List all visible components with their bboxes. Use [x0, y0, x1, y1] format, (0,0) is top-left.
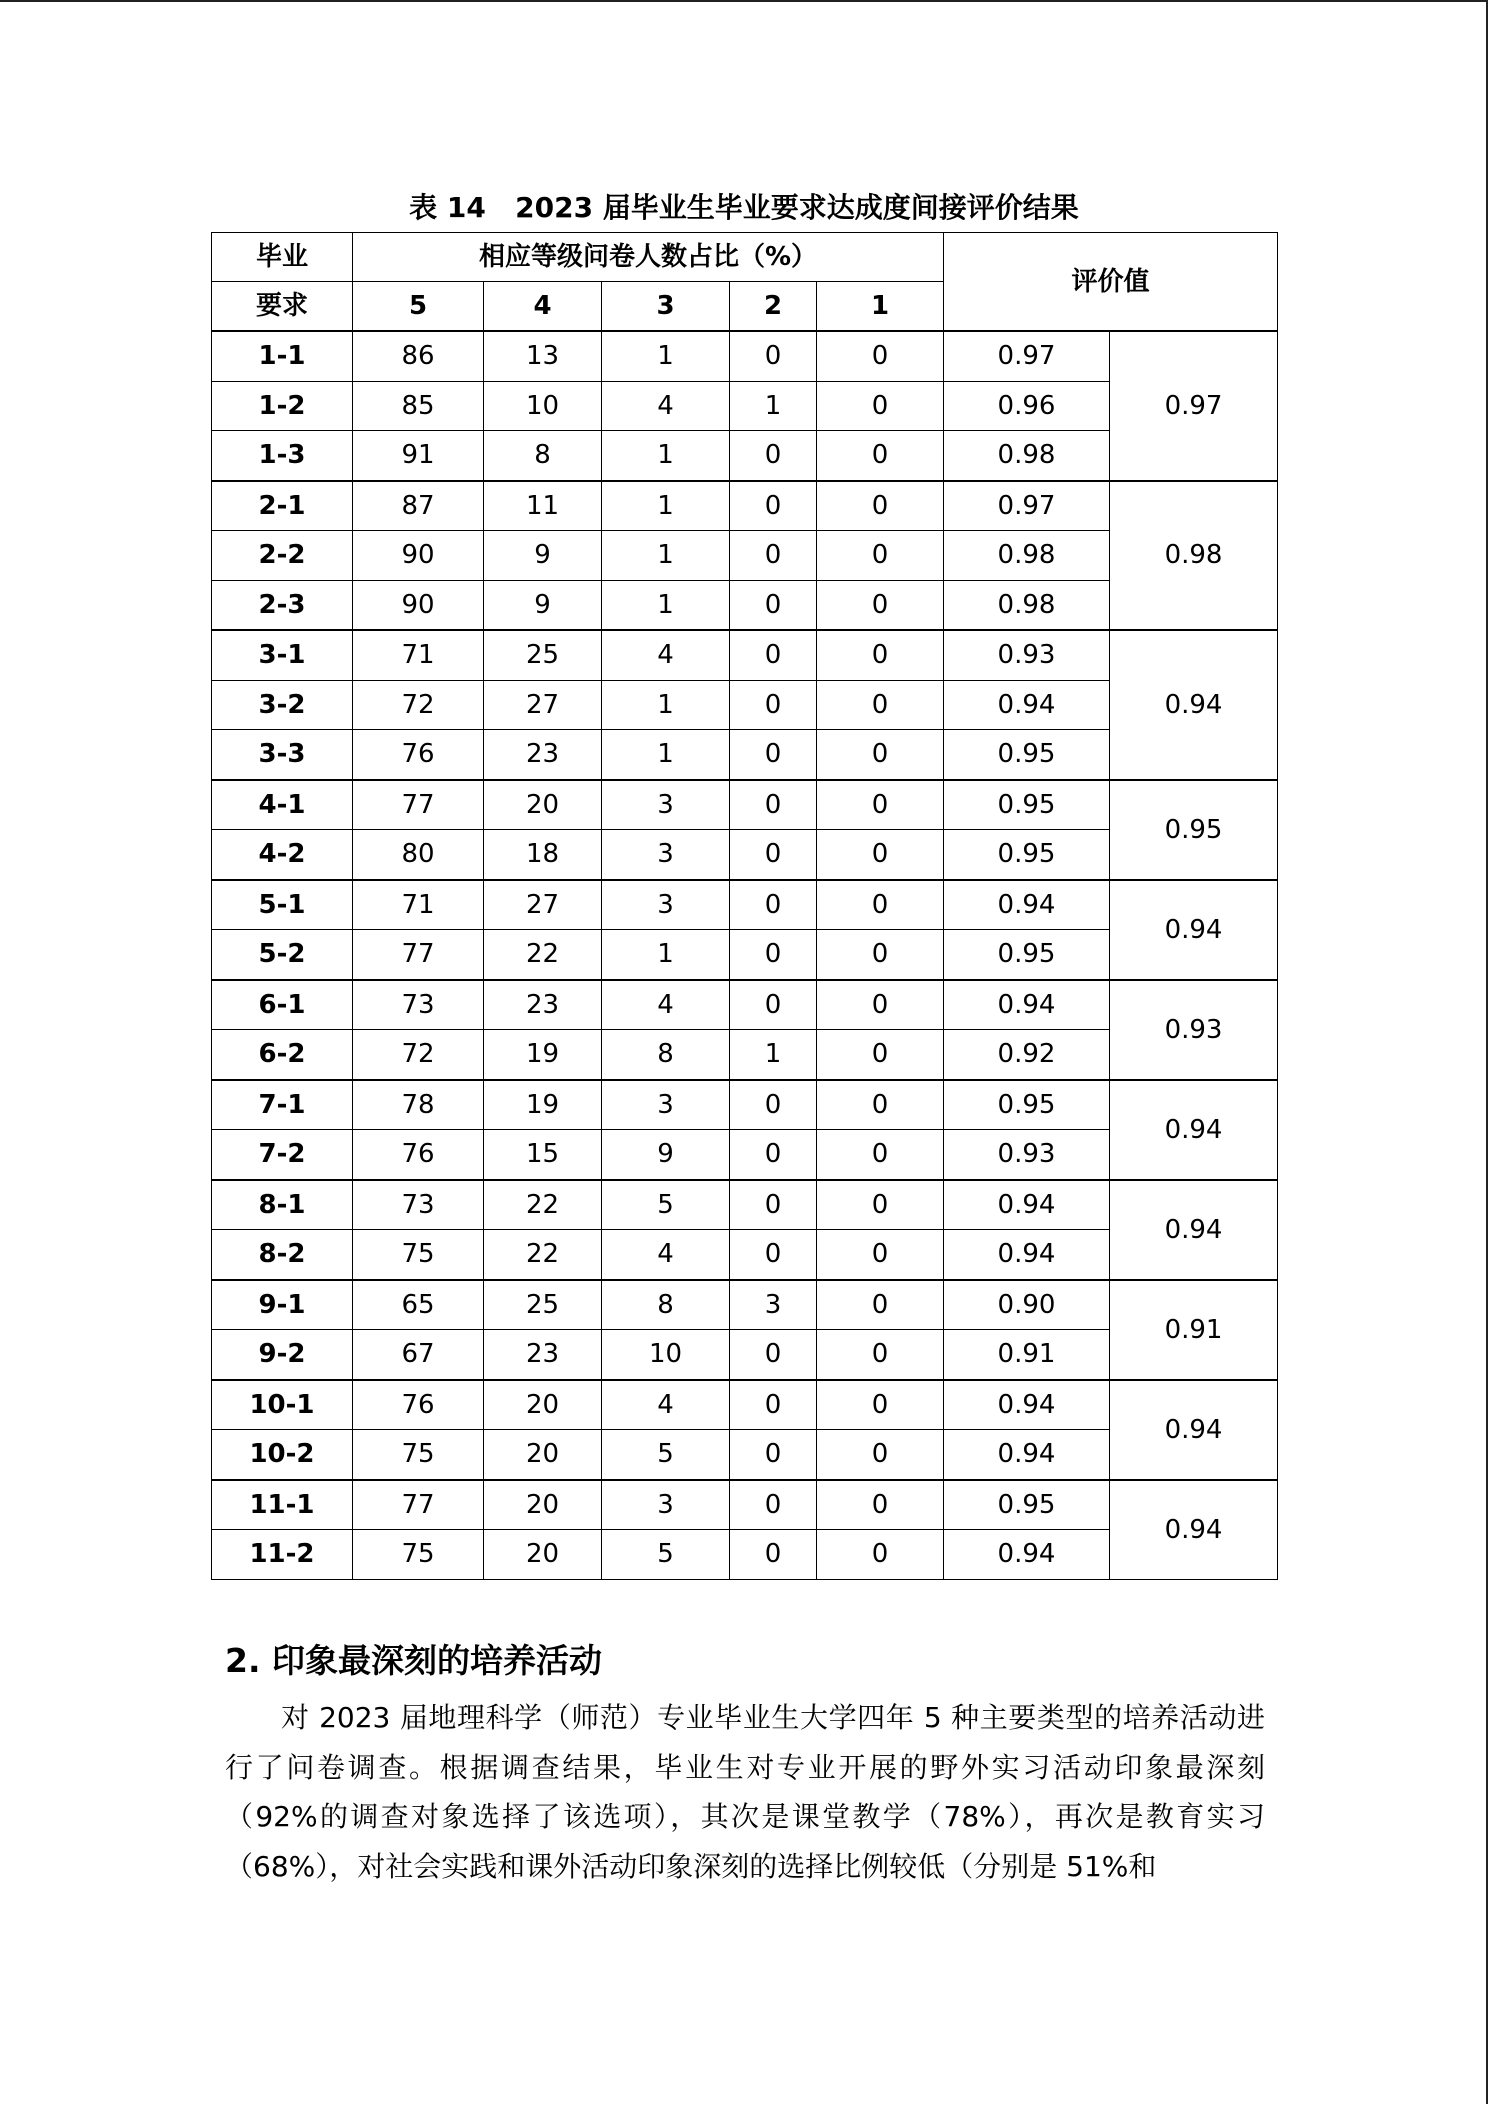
level-4-cell: 10	[484, 381, 602, 431]
value-cell: 0.97	[944, 481, 1110, 531]
table-row	[212, 1480, 1278, 1530]
level-5-cell: 90	[353, 531, 484, 581]
level-2-cell: 1	[730, 381, 817, 431]
level-2-cell: 0	[730, 1130, 817, 1180]
value-cell: 0.95	[944, 780, 1110, 830]
level-4-cell: 22	[484, 1180, 602, 1230]
level-3-cell: 5	[602, 1530, 730, 1580]
value-cell: 0.94	[944, 1430, 1110, 1480]
level-3-cell: 8	[602, 1280, 730, 1330]
level-4-cell: 11	[484, 481, 602, 531]
level-3-cell: 5	[602, 1430, 730, 1480]
level-1-cell: 0	[817, 1080, 944, 1130]
group-value-cell: 0.93	[1110, 980, 1278, 1080]
group-value-cell: 0.94	[1110, 1380, 1278, 1480]
level-4-cell: 20	[484, 1530, 602, 1580]
requirement-cell: 5-1	[212, 880, 353, 930]
level-3-cell: 1	[602, 331, 730, 381]
requirement-cell: 2-1	[212, 481, 353, 531]
value-cell: 0.94	[944, 680, 1110, 730]
requirement-cell: 5-2	[212, 930, 353, 980]
value-cell: 0.94	[944, 1180, 1110, 1230]
level-2-cell: 0	[730, 1330, 817, 1380]
requirement-cell: 10-1	[212, 1380, 353, 1430]
level-3-cell: 10	[602, 1330, 730, 1380]
level-3-cell: 5	[602, 1180, 730, 1230]
requirement-cell: 3-3	[212, 730, 353, 780]
level-5-cell: 65	[353, 1280, 484, 1330]
level-5-cell: 75	[353, 1530, 484, 1580]
header-evaluation: 评价值	[944, 233, 1278, 332]
level-3-cell: 1	[602, 431, 730, 481]
requirement-cell: 11-1	[212, 1480, 353, 1530]
level-4-cell: 15	[484, 1130, 602, 1180]
level-2-cell: 0	[730, 481, 817, 531]
level-5-cell: 77	[353, 1480, 484, 1530]
value-cell: 0.95	[944, 930, 1110, 980]
level-5-cell: 76	[353, 730, 484, 780]
requirement-cell: 6-1	[212, 980, 353, 1030]
requirement-cell: 7-1	[212, 1080, 353, 1130]
table-row	[212, 1180, 1278, 1230]
header-ratio-group: 相应等级问卷人数占比（%）	[353, 233, 944, 282]
level-1-cell: 0	[817, 630, 944, 680]
level-3-cell: 8	[602, 1030, 730, 1080]
value-cell: 0.90	[944, 1280, 1110, 1330]
header-level-2: 2	[730, 282, 817, 332]
level-2-cell: 0	[730, 1480, 817, 1530]
level-4-cell: 9	[484, 580, 602, 630]
page-edge-top	[0, 0, 1488, 2]
level-1-cell: 0	[817, 1530, 944, 1580]
requirement-cell: 3-2	[212, 680, 353, 730]
level-5-cell: 75	[353, 1230, 484, 1280]
level-1-cell: 0	[817, 1130, 944, 1180]
value-cell: 0.94	[944, 880, 1110, 930]
level-3-cell: 4	[602, 980, 730, 1030]
level-1-cell: 0	[817, 1330, 944, 1380]
level-1-cell: 0	[817, 580, 944, 630]
level-4-cell: 20	[484, 1480, 602, 1530]
level-4-cell: 23	[484, 980, 602, 1030]
level-2-cell: 0	[730, 780, 817, 830]
level-5-cell: 73	[353, 1180, 484, 1230]
level-3-cell: 4	[602, 1380, 730, 1430]
table-row	[212, 481, 1278, 531]
level-1-cell: 0	[817, 1230, 944, 1280]
level-5-cell: 77	[353, 780, 484, 830]
level-4-cell: 27	[484, 680, 602, 730]
level-1-cell: 0	[817, 930, 944, 980]
value-cell: 0.94	[944, 1230, 1110, 1280]
value-cell: 0.94	[944, 980, 1110, 1030]
level-1-cell: 0	[817, 481, 944, 531]
level-4-cell: 23	[484, 730, 602, 780]
level-5-cell: 73	[353, 980, 484, 1030]
level-3-cell: 9	[602, 1130, 730, 1180]
section-heading: 2. 印象最深刻的培养活动	[225, 1641, 602, 1680]
level-5-cell: 76	[353, 1380, 484, 1430]
level-1-cell: 0	[817, 1380, 944, 1430]
level-2-cell: 0	[730, 830, 817, 880]
level-2-cell: 0	[730, 331, 817, 381]
level-1-cell: 0	[817, 381, 944, 431]
level-5-cell: 76	[353, 1130, 484, 1180]
value-cell: 0.98	[944, 431, 1110, 481]
level-3-cell: 1	[602, 930, 730, 980]
level-2-cell: 0	[730, 1180, 817, 1230]
level-2-cell: 0	[730, 580, 817, 630]
requirement-cell: 2-2	[212, 531, 353, 581]
table-row	[212, 1080, 1278, 1130]
evaluation-table	[211, 232, 1278, 1580]
level-4-cell: 8	[484, 431, 602, 481]
requirement-cell: 1-3	[212, 431, 353, 481]
group-value-cell: 0.94	[1110, 630, 1278, 780]
level-4-cell: 20	[484, 1380, 602, 1430]
requirement-cell: 8-2	[212, 1230, 353, 1280]
level-2-cell: 0	[730, 680, 817, 730]
level-3-cell: 1	[602, 481, 730, 531]
level-4-cell: 18	[484, 830, 602, 880]
level-5-cell: 87	[353, 481, 484, 531]
level-1-cell: 0	[817, 1480, 944, 1530]
level-1-cell: 0	[817, 980, 944, 1030]
level-3-cell: 3	[602, 830, 730, 880]
level-1-cell: 0	[817, 1030, 944, 1080]
header-requirement-line2: 要求	[212, 282, 353, 332]
value-cell: 0.91	[944, 1330, 1110, 1380]
level-4-cell: 19	[484, 1080, 602, 1130]
value-cell: 0.95	[944, 730, 1110, 780]
requirement-cell: 7-2	[212, 1130, 353, 1180]
value-cell: 0.95	[944, 830, 1110, 880]
level-1-cell: 0	[817, 880, 944, 930]
level-5-cell: 67	[353, 1330, 484, 1380]
level-3-cell: 1	[602, 580, 730, 630]
level-1-cell: 0	[817, 431, 944, 481]
level-3-cell: 4	[602, 630, 730, 680]
value-cell: 0.93	[944, 630, 1110, 680]
level-2-cell: 0	[730, 1430, 817, 1480]
level-3-cell: 4	[602, 381, 730, 431]
value-cell: 0.93	[944, 1130, 1110, 1180]
level-4-cell: 22	[484, 930, 602, 980]
value-cell: 0.97	[944, 331, 1110, 381]
requirement-cell: 4-2	[212, 830, 353, 880]
level-1-cell: 0	[817, 1280, 944, 1330]
level-2-cell: 0	[730, 431, 817, 481]
value-cell: 0.95	[944, 1480, 1110, 1530]
level-5-cell: 77	[353, 930, 484, 980]
level-5-cell: 75	[353, 1430, 484, 1480]
table-row	[212, 1280, 1278, 1330]
level-5-cell: 80	[353, 830, 484, 880]
header-requirement-line1: 毕业	[212, 233, 353, 282]
level-5-cell: 71	[353, 630, 484, 680]
level-5-cell: 86	[353, 331, 484, 381]
value-cell: 0.98	[944, 531, 1110, 581]
level-4-cell: 25	[484, 630, 602, 680]
level-2-cell: 0	[730, 880, 817, 930]
table-row	[212, 630, 1278, 680]
level-1-cell: 0	[817, 531, 944, 581]
header-level-3: 3	[602, 282, 730, 332]
level-4-cell: 20	[484, 780, 602, 830]
requirement-cell: 6-2	[212, 1030, 353, 1080]
level-5-cell: 78	[353, 1080, 484, 1130]
level-1-cell: 0	[817, 730, 944, 780]
requirement-cell: 1-2	[212, 381, 353, 431]
table-row	[212, 880, 1278, 930]
section-paragraph: 对 2023 届地理科学（师范）专业毕业生大学四年 5 种主要类型的培养活动进行了问卷调查。根据调查结果，毕业生对专业开展的野外实习活动印象最深刻（92%的调查对象选择了该选项），其次是课堂教学（78%），再次是教育实习（68%），对社会实践和课外活动印象深刻的选择比例较低（分别是 51%和	[225, 1701, 1265, 1883]
value-cell: 0.98	[944, 580, 1110, 630]
value-cell: 0.94	[944, 1530, 1110, 1580]
level-1-cell: 0	[817, 1180, 944, 1230]
table-row	[212, 1380, 1278, 1430]
level-5-cell: 72	[353, 680, 484, 730]
level-4-cell: 22	[484, 1230, 602, 1280]
table-caption: 表 14 2023 届毕业生毕业要求达成度间接评价结果	[409, 191, 1079, 224]
table-row	[212, 331, 1278, 381]
level-5-cell: 71	[353, 880, 484, 930]
level-1-cell: 0	[817, 680, 944, 730]
level-3-cell: 3	[602, 880, 730, 930]
level-1-cell: 0	[817, 780, 944, 830]
requirement-cell: 8-1	[212, 1180, 353, 1230]
level-2-cell: 1	[730, 1030, 817, 1080]
level-2-cell: 0	[730, 531, 817, 581]
level-5-cell: 91	[353, 431, 484, 481]
level-4-cell: 19	[484, 1030, 602, 1080]
level-1-cell: 0	[817, 830, 944, 880]
level-2-cell: 0	[730, 980, 817, 1030]
header-level-1: 1	[817, 282, 944, 332]
level-3-cell: 1	[602, 531, 730, 581]
requirement-cell: 2-3	[212, 580, 353, 630]
level-5-cell: 72	[353, 1030, 484, 1080]
level-2-cell: 0	[730, 1230, 817, 1280]
group-value-cell: 0.91	[1110, 1280, 1278, 1380]
value-cell: 0.94	[944, 1380, 1110, 1430]
requirement-cell: 11-2	[212, 1530, 353, 1580]
value-cell: 0.95	[944, 1080, 1110, 1130]
group-value-cell: 0.98	[1110, 481, 1278, 631]
table-row	[212, 780, 1278, 830]
level-4-cell: 25	[484, 1280, 602, 1330]
level-2-cell: 0	[730, 1530, 817, 1580]
header-level-5: 5	[353, 282, 484, 332]
requirement-cell: 10-2	[212, 1430, 353, 1480]
group-value-cell: 0.95	[1110, 780, 1278, 880]
requirement-cell: 4-1	[212, 780, 353, 830]
value-cell: 0.96	[944, 381, 1110, 431]
level-4-cell: 20	[484, 1430, 602, 1480]
group-value-cell: 0.94	[1110, 1180, 1278, 1280]
level-5-cell: 90	[353, 580, 484, 630]
header-level-4: 4	[484, 282, 602, 332]
requirement-cell: 3-1	[212, 630, 353, 680]
level-2-cell: 0	[730, 930, 817, 980]
requirement-cell: 9-2	[212, 1330, 353, 1380]
level-3-cell: 1	[602, 680, 730, 730]
level-4-cell: 9	[484, 531, 602, 581]
level-4-cell: 27	[484, 880, 602, 930]
level-2-cell: 3	[730, 1280, 817, 1330]
level-2-cell: 0	[730, 630, 817, 680]
table-body	[212, 233, 1278, 1580]
group-value-cell: 0.94	[1110, 880, 1278, 980]
level-3-cell: 3	[602, 1480, 730, 1530]
level-2-cell: 0	[730, 730, 817, 780]
level-2-cell: 0	[730, 1080, 817, 1130]
level-1-cell: 0	[817, 331, 944, 381]
group-value-cell: 0.97	[1110, 331, 1278, 481]
group-value-cell: 0.94	[1110, 1080, 1278, 1180]
level-5-cell: 85	[353, 381, 484, 431]
level-2-cell: 0	[730, 1380, 817, 1430]
level-1-cell: 0	[817, 1430, 944, 1480]
table-row	[212, 980, 1278, 1030]
group-value-cell: 0.94	[1110, 1480, 1278, 1580]
level-3-cell: 1	[602, 730, 730, 780]
level-3-cell: 4	[602, 1230, 730, 1280]
value-cell: 0.92	[944, 1030, 1110, 1080]
level-4-cell: 23	[484, 1330, 602, 1380]
level-3-cell: 3	[602, 780, 730, 830]
level-4-cell: 13	[484, 331, 602, 381]
level-3-cell: 3	[602, 1080, 730, 1130]
header-row-1	[212, 233, 1278, 282]
requirement-cell: 9-1	[212, 1280, 353, 1330]
requirement-cell: 1-1	[212, 331, 353, 381]
